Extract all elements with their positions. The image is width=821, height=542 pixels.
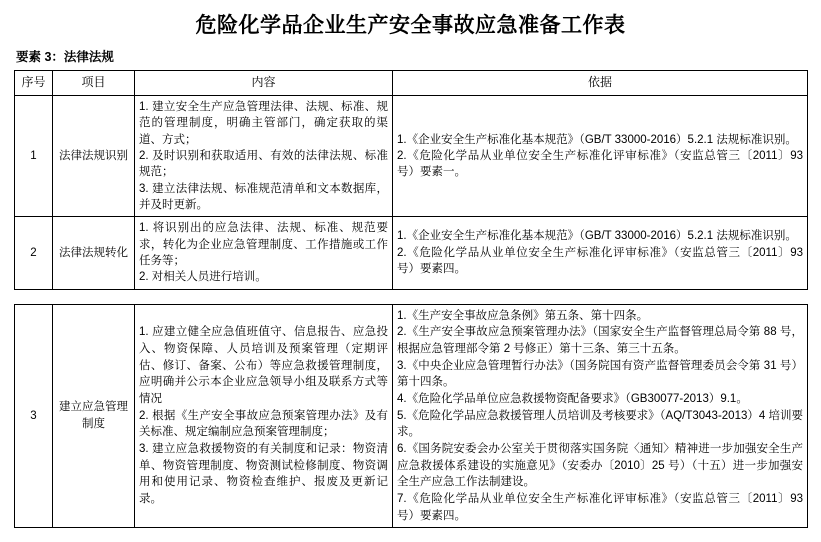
basis-line: 1.《企业安全生产标准化基本规范》（GB/T 33000-2016）5.2.1 法规标准识别。 (397, 230, 797, 243)
row-content (135, 96, 393, 217)
basis-line: 3.《中央企业应急管理暂行办法》（国务院国有资产监督管理委员会令第 31 号）第十四条。 (397, 359, 803, 389)
basis-line: 2.《危险化学品从业单位安全生产标准化评审标准》（安监总管三〔2011〕93 号）要素四。 (397, 246, 803, 276)
table-row (15, 217, 808, 289)
row-number: 3 (15, 304, 53, 528)
content-line: 3. 建立应急救援物资的有关制度和记录：物资清单、物资管理制度、物资测试检修制度、物资调用和使用记录、物资检查维护、报废及更新记录。 (139, 442, 388, 505)
row-number: 1 (15, 96, 53, 217)
row-number: 2 (15, 217, 53, 289)
table-header-row (15, 71, 808, 96)
basis-line: 5.《危险化学品应急救援管理人员培训及考核要求》（AQ/T3043-2013）4 培训要求。 (397, 409, 803, 439)
basis-line: 2.《生产安全事故应急预案管理办法》（国家安全生产监督管理总局令第 88 号，根据应急管理部令第 2 号修正）第十三条、第三十五条。 (397, 326, 803, 355)
basis-line: 4.《危险化学品单位应急救援物资配备要求》（GB30077-2013）9.1。 (397, 392, 748, 405)
content-line: 2. 根据《生产安全事故应急预案管理办法》及有关标准、规定编制应急预案管理制度； (139, 409, 388, 439)
row-basis (393, 96, 808, 217)
content-line: 2. 及时识别和获取适用、有效的法律法规、标准规范； (139, 149, 388, 179)
basis-line: 1.《生产安全事故应急条例》第五条、第十四条。 (397, 309, 649, 322)
row-item (53, 217, 135, 289)
row-item-label: 法律法规识别 (59, 149, 128, 162)
table-gap (14, 290, 807, 304)
basis-line: 7.《危险化学品从业单位安全生产标准化评审标准》（安监总管三〔2011〕93 号）要素四。 (397, 493, 803, 522)
column-header-item: 项目 (53, 71, 135, 96)
column-header-no: 序号 (15, 71, 53, 96)
content-line: 1. 建立安全生产应急管理法律、法规、标准、规范的管理制度，明确主管部门，确定获取的渠道、方式； (139, 101, 388, 146)
row-item (53, 304, 135, 528)
page-title: 危险化学品企业生产安全事故应急准备工作表 (195, 14, 626, 37)
row-basis (393, 217, 808, 289)
content-line: 2. 对相关人员进行培训。 (139, 271, 267, 284)
row-item-label: 建立应急管理制度 (59, 401, 128, 430)
content-line: 1. 将识别出的应急法律、法规、标准、规范要求，转化为企业应急管理制度、工作措施或工作任务等； (139, 222, 388, 267)
requirements-table-continued (14, 304, 808, 529)
basis-line: 1.《企业安全生产标准化基本规范》（GB/T 33000-2016）5.2.1 法规标准识别。 (397, 133, 797, 146)
column-header-basis: 依据 (393, 71, 808, 96)
row-basis (393, 304, 808, 528)
row-content (135, 304, 393, 528)
basis-line: 6.《国务院安委会办公室关于贯彻落实国务院〈通知〉精神进一步加强安全生产应急救援体系建设的实施意见》（安委办〔2010〕25 号）（十五）进一步加强安全生产应急工作法制建设。 (397, 442, 803, 489)
column-header-content: 内容 (135, 71, 393, 96)
requirements-table (14, 70, 808, 290)
table-row (15, 304, 808, 528)
row-item (53, 96, 135, 217)
document-page (0, 9, 821, 542)
table-row (15, 96, 808, 217)
content-line: 3. 建立法律法规、标准规范清单和文本数据库，并及时更新。 (139, 182, 388, 211)
basis-line: 2.《危险化学品从业单位安全生产标准化评审标准》（安监总管三〔2011〕93 号）要素一。 (397, 149, 803, 179)
row-content (135, 217, 393, 289)
content-line: 1. 应建立健全应急值班值守、信息报告、应急投入、物资保障、人员培训及预案管理（定期评估、修订、备案、公布）等应急救援管理制度，应明确并公示本企业应急领导小组及联系方式等情况 (139, 326, 388, 405)
section-label: 要素 3：法律法规 (16, 50, 114, 64)
row-item-label: 法律法规转化 (59, 246, 128, 259)
